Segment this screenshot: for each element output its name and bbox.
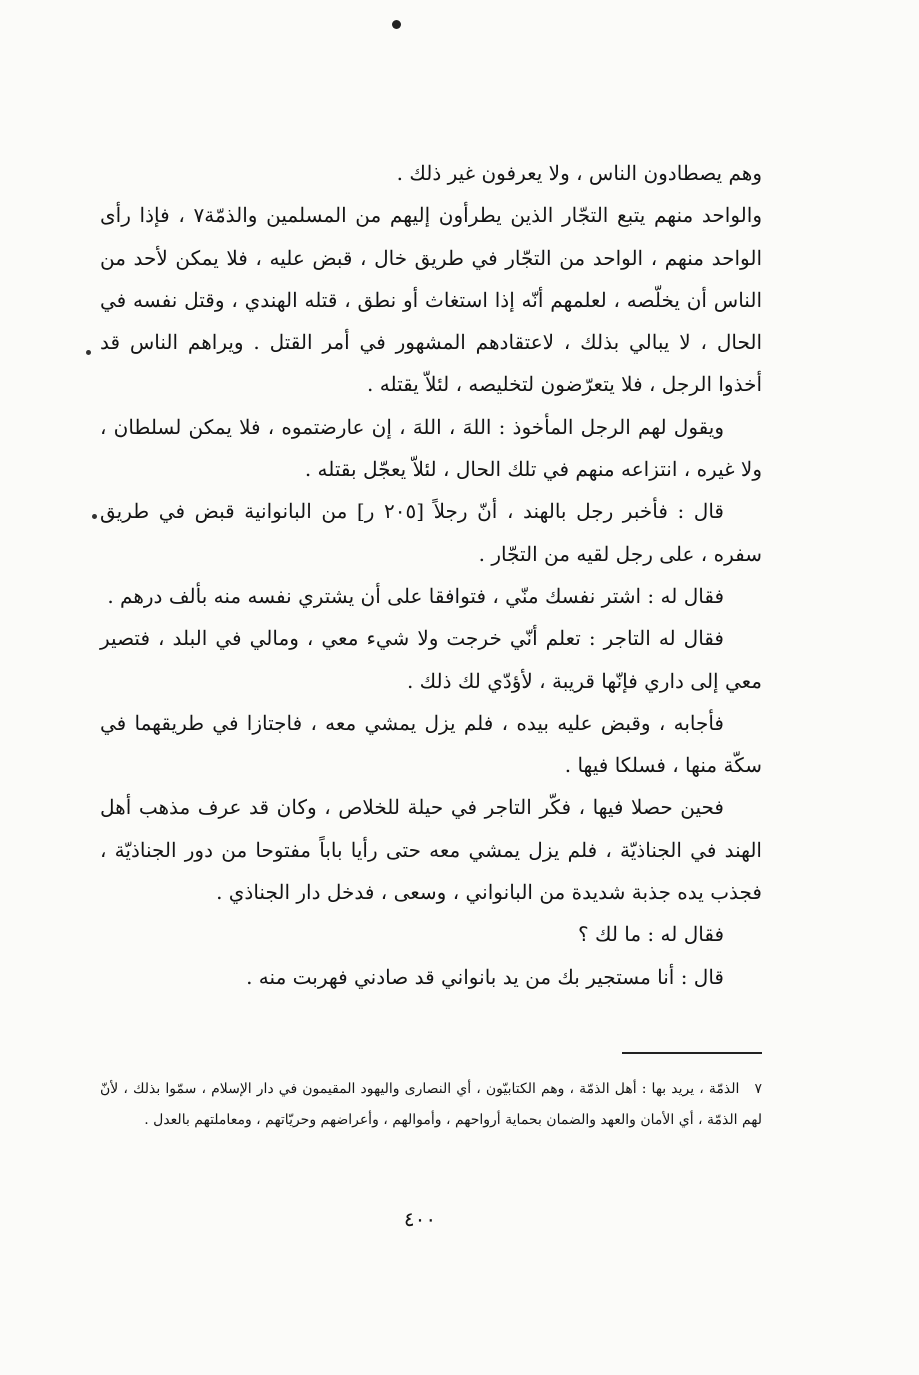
page-number: ٤٠٠ <box>403 1207 437 1231</box>
paragraph-1: وهم يصطادون الناس ، ولا يعرفون غير ذلك . <box>396 161 762 185</box>
footnote-number: ٧ <box>754 1081 763 1097</box>
top-ink-mark <box>392 20 401 29</box>
footnote-7 <box>100 1074 762 1136</box>
margin-ink-dot <box>92 514 97 519</box>
paragraph-7: فأجابه ، وقبض عليه بيده ، فلم يزل يمشي معه ، فاجتازا في طريقهما في سكّة منها ، فسلكا فيها . <box>100 710 762 778</box>
paragraph-5: فقال له : اشتر نفسك منّي ، فتوافقا على أن يشتري نفسه منه بألف درهم . <box>107 583 724 608</box>
footnote-text: الذمّة ، يريد بها : أهل الذمّة ، وهم الكتابيّون ، أي النصارى واليهود المقيمون في دار الإسلام ، سمّوا بذلك ، لأنّ لهم الذمّة ، أي الأمان والعهد والضمان بحماية أرواحهم ، وأموالهم ، وأعراضهم وحريّاتهم ، ومعاملتهم بالعدل . <box>100 1081 762 1128</box>
paragraph-6: فقال له التاجر : تعلم أنّي خرجت ولا شيء معي ، ومالي في البلد ، فتصير معي إلى داري فإنّها قريبة ، لأؤدّي لك ذلك . <box>100 626 762 693</box>
paragraph-9: فقال له : ما لك ؟ <box>577 922 724 947</box>
footnotes <box>100 1074 762 1136</box>
footnote-separator <box>622 1052 762 1054</box>
paragraph-4: قال : فأخبر رجل بالهند ، أنّ رجلاً [٢٠٥ ر] من البانوانية قبض في طريق سفره ، على رجل لقيه من التجّار . <box>100 499 762 566</box>
paragraph-8: فحين حصلا فيها ، فكّر التاجر في حيلة للخلاص ، وكان قد عرف مذهب أهل الهند في الجناذيّة ، فلم يزل يمشي معه حتى رأيا باباً مفتوحا من دور الجناذيّة ، فجذب يده جذبة شديدة من البانواني ، وسعى ، فدخل دار الجناذي . <box>100 795 762 905</box>
body-text <box>100 152 762 998</box>
paragraph-3: ويقول لهم الرجل المأخوذ : اللهَ ، اللهَ ، إن عارضتموه ، فلا يمكن لسلطان ، ولا غيره ، انتزاعه منهم في تلك الحال ، لئلاّ يعجّل بقتله . <box>100 414 762 482</box>
paragraph-10: قال : أنا مستجير بك من يد بانواني قد صادني فهربت منه . <box>246 964 724 989</box>
margin-ink-dot <box>86 350 91 355</box>
paragraph-2: والواحد منهم يتبع التجّار الذين يطرأون إليهم من المسلمين والذمّة٧ ، فإذا رأى الواحد منهم ، الواحد من التجّار في طريق خال ، قبض عليه ، فلا يمكن لأحد من الناس أن يخلّصه ، لعلمهم أنّه إذا استغاث أو نطق ، قتله الهندي ، وقتل نفسه في الحال ، لا يبالي بذلك ، لاعتقادهم المشهور في أمر القتل . ويراهم الناس قد أخذوا الرجل ، فلا يتعرّضون لتخليصه ، لئلاّ يقتله . <box>100 203 762 397</box>
